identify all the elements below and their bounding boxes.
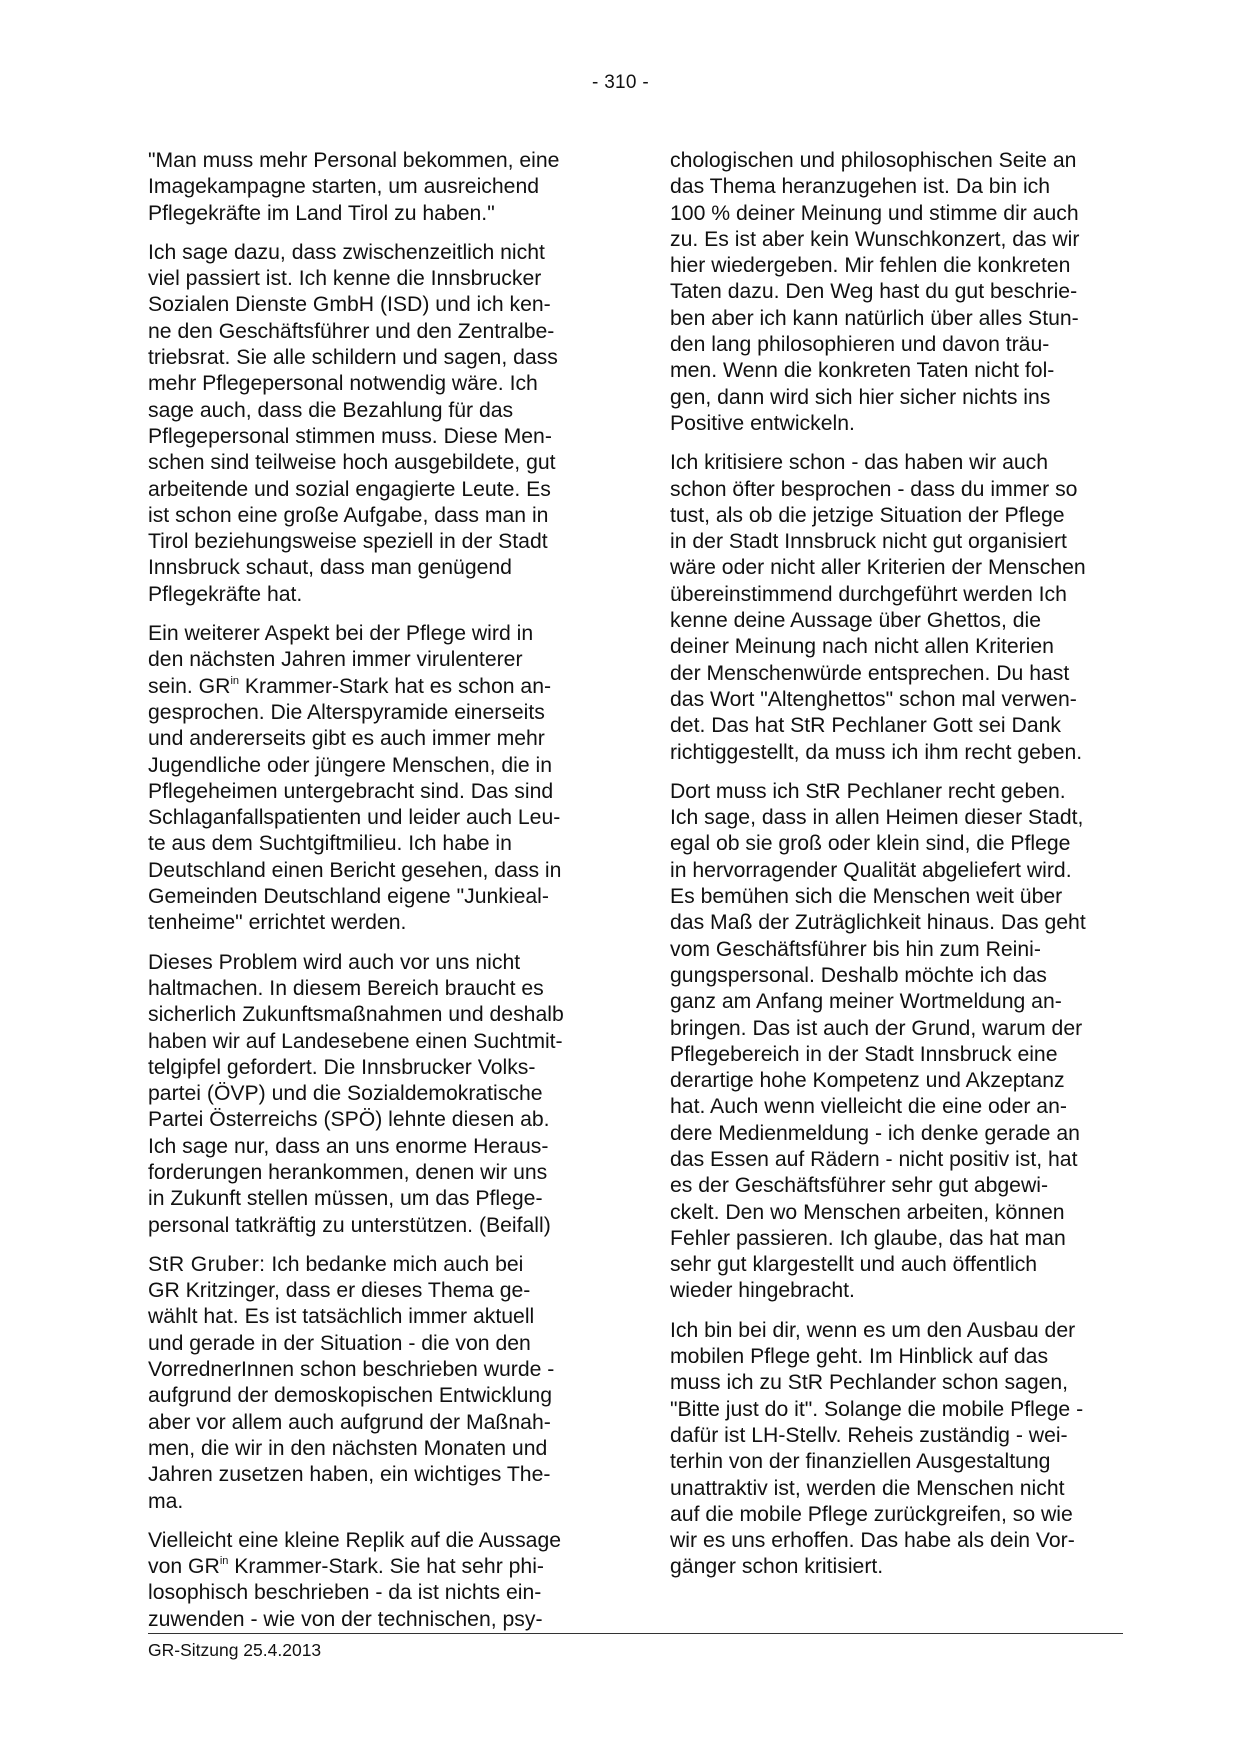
paragraph: chologischen und philosophischen Seite an das Thema heranzugehen ist. Da bin ich 100 % deiner Meinung und stimme dir auch zu. Es ist aber kein Wunschkonzert, das wir hier wiedergeben. Mir fehlen die konkreten Taten dazu. Den Weg hast du gut beschrie- ben aber ich kann natürlich über alles Stun- den lang philosophieren und davon träu- men. Wenn die konkreten Taten nicht fol- gen, dann wird sich hier sicher nichts ins Positive entwickeln. bbox=[670, 149, 1080, 435]
paragraph: "Man muss mehr Personal bekommen, eine Imagekampagne starten, um ausreichend Pflegekräfte im Land Tirol zu haben." bbox=[148, 149, 560, 225]
paragraph-text: Ich bedanke mich auch bei GR Kritzinger, dass er dieses Thema ge- wählt hat. Es ist tatsächlich immer aktuell und gerade in der Situation - die von den VorrednerInnen schon beschrieben wurde - aufgrund der demoskopischen Entwicklung aber vor allem auch aufgrund der Maßnah- men, die wir in den nächsten Monaten und Jahren zusetzen haben, ein wichtiges The- ma. bbox=[148, 1252, 555, 1513]
paragraph-text: Krammer-Stark. Sie hat sehr phi- losophisch beschrieben - da ist nichts ein- zuwenden - wie von der technischen, psy- bbox=[148, 1555, 544, 1631]
paragraph: Ich sage dazu, dass zwischenzeitlich nicht viel passiert ist. Ich kenne die Innsbrucker Sozialen Dienste GmbH (ISD) und ich ken- ne den Geschäftsführer und den Zentralbe- triebsrat. Sie alle schildern und sagen, dass mehr Pflegepersonal notwendig wäre. Ich sage auch, dass die Bezahlung für das Pflegepersonal stimmen muss. Diese Men- schen sind teilweise hoch ausgebildete, gut arbeitende und sozial engagierte Leute. Es ist schon eine große Aufgabe, dass man in Tirol beziehungsweise speziell in der Stadt Innsbruck schaut, dass man genügend Pflegekräfte hat. bbox=[148, 240, 558, 606]
paragraph: Dort muss ich StR Pechlaner recht geben. Ich sage, dass in allen Heimen dieser Stadt, egal ob sie groß oder klein sind, die Pflege in hervorragender Qualität abgeliefert wird. Es bemühen sich die Menschen weit über das Maß der Zuträglichkeit hinaus. Das geht vom Geschäftsführer bis hin zum Reini- gungspersonal. Deshalb möchte ich das ganz am Anfang meiner Wortmeldung an- bringen. Das ist auch der Grund, warum der Pflegebereich in der Stadt Innsbruck eine derartige hohe Kompetenz und Akzeptanz hat. Auch wenn vielleicht die eine oder an- dere Medienmeldung - ich denke gerade an das Essen auf Rädern - nicht positiv ist, hat es der Geschäftsführer sehr gut abgewi- ckelt. Den wo Menschen arbeiten, können Fehler passieren. Ich glaube, das hat man sehr gut klargestellt und auch öffentlich wieder hingebracht. bbox=[670, 779, 1086, 1303]
paragraph bbox=[148, 621, 608, 937]
paragraph-text: Vielleicht eine kleine Replik auf die Aussage von GR bbox=[148, 1528, 562, 1579]
page-number: - 310 - bbox=[591, 72, 649, 93]
speaker-paragraph bbox=[148, 1252, 608, 1515]
superscript: in bbox=[230, 674, 239, 687]
left-column bbox=[148, 148, 608, 1646]
right-column bbox=[670, 148, 1130, 1594]
paragraph: Ich kritisiere schon - das haben wir auch schon öfter besprochen - dass du immer so tust, als ob die jetzige Situation der Pflege in der Stadt Innsbruck nicht gut organisiert wäre oder nicht aller Kriterien der Menschen übereinstimmend durchgeführt werden Ich kenne deine Aussage über Ghettos, die deiner Meinung nach nicht allen Kriterien der Menschenwürde entsprechen. Du hast das Wort "Altenghettos" schon mal verwen- det. Das hat StR Pechlaner Gott sei Dank richtiggestellt, da muss ich ihm recht geben. bbox=[670, 451, 1086, 764]
paragraph: Ich bin bei dir, wenn es um den Ausbau der mobilen Pflege geht. Im Hinblick auf das muss ich zu StR Pechlander schon sagen, "Bitte just do it". Solange die mobile Pflege - dafür ist LH-Stellv. Reheis zuständig - wei- terhin von der finanziellen Ausgestaltung unattraktiv ist, werden die Menschen nicht auf die mobile Pflege zurückgreifen, so wie wir es uns erhoffen. Das habe als dein Vor- gänger schon kritisiert. bbox=[670, 1318, 1084, 1579]
paragraph bbox=[148, 1528, 608, 1633]
paragraph: Dieses Problem wird auch vor uns nicht haltmachen. In diesem Bereich braucht es sicherlich Zukunftsmaßnahmen und deshalb haben wir auf Landesebene einen Suchtmit- telgipfel gefordert. Die Innsbrucker Volks- partei (ÖVP) und die Sozialdemokratische Partei Österreichs (SPÖ) lehnte diesen ab. Ich sage nur, dass an uns enorme Heraus- forderungen herankommen, denen wir uns in Zukunft stellen müssen, um das Pflege- personal tatkräftig zu unterstützen. (Beifall) bbox=[148, 950, 564, 1237]
footer-divider bbox=[148, 1633, 1123, 1634]
paragraph-text: Krammer-Stark hat es schon an- gesprochen. Die Alterspyramide einerseits und andererseits gibt es auch immer mehr Jugendliche oder jüngere Menschen, die in Pflegeheimen untergebracht sind. Das sind Schlaganfallspatienten und leider auch Leu- te aus dem Suchtgiftmilieu. Ich habe in Deutschland einen Bericht gesehen, dass in Gemeinden Deutschland eigene "Junkieal- tenheime" errichtet werden. bbox=[148, 674, 562, 935]
speaker-name: StR Gruber: bbox=[148, 1252, 266, 1276]
paragraph-text: Ein weiterer Aspekt bei der Pflege wird in den nächsten Jahren immer virulenterer sein. GR bbox=[148, 622, 534, 698]
footer-session-date: GR-Sitzung 25.4.2013 bbox=[148, 1640, 322, 1660]
superscript: in bbox=[219, 1555, 229, 1568]
